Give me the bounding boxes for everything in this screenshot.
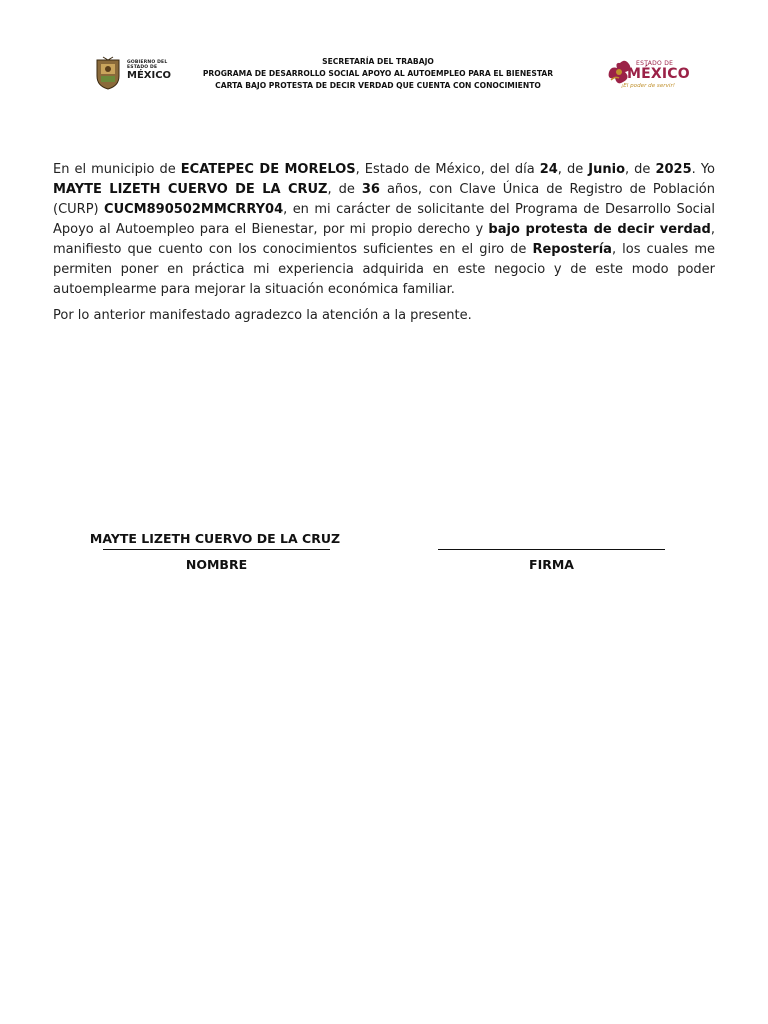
text-fragment: años, con Clave Única de Registro de Población (CURP) <box>53 182 715 217</box>
state-crest-icon <box>93 56 123 90</box>
name-line <box>103 549 330 550</box>
month-value: Junio <box>588 162 625 177</box>
header-line-carta: CARTA BAJO PROTESTA DE DECIR VERDAD QUE CUENTA CON CONOCIMIENTO <box>215 81 541 90</box>
signature-line <box>438 549 665 550</box>
municipio-value: ECATEPEC DE MORELOS <box>180 162 356 177</box>
header-titles <box>168 56 588 92</box>
right-logo-mexico: MÉXICO <box>627 66 690 82</box>
letter-body <box>53 160 715 326</box>
signature-label: FIRMA <box>529 557 574 572</box>
right-logo-estado: ESTADO DE <box>636 60 674 67</box>
text-fragment: , de <box>625 162 656 177</box>
curp-value: CUCM890502MMCRRY04 <box>104 202 284 217</box>
protesta-phrase: bajo protesta de decir verdad <box>488 222 711 237</box>
right-logo-slogan: ¡El poder de servir! <box>621 83 675 89</box>
name-label: NOMBRE <box>185 557 248 572</box>
document-header <box>53 52 716 96</box>
text-fragment: . Yo <box>691 162 715 177</box>
text-fragment: , Estado de México, del día <box>355 162 540 177</box>
letter-paragraph-1 <box>53 160 715 300</box>
age-value: 36 <box>361 182 380 197</box>
text-fragment: , manifiesto que cuento con los conocimientos suficientes en el giro de <box>53 222 715 257</box>
header-line-programa: PROGRAMA DE DESARROLLO SOCIAL APOYO AL AUTOEMPLEO PARA EL BIENESTAR <box>202 69 554 78</box>
text-fragment: , en mi carácter de solicitante del Programa de Desarrollo Social Apoyo al Autoempleo para el Bienestar, por mi propio derecho y <box>53 202 715 237</box>
left-logo-line2: ESTADO DE <box>127 64 158 70</box>
header-line-secretaria: SECRETARÍA DEL TRABAJO <box>322 57 434 66</box>
text-fragment: En el municipio de <box>53 162 181 177</box>
text-fragment: , de <box>327 182 362 197</box>
text-fragment: , de <box>557 162 589 177</box>
year-value: 2025 <box>655 162 692 177</box>
left-logo-line3: MÉXICO <box>127 70 172 81</box>
letter-paragraph-2: Por lo anterior manifestado agradezco la atención a la presente. <box>53 308 472 323</box>
gobierno-estado-mexico-logo <box>93 56 172 92</box>
text-fragment: , los cuales me permiten poner en práctica mi experiencia adquirida en este negocio y de este modo poder autoemplearme para mejorar la situación económica familiar. <box>53 242 716 297</box>
estado-de-mexico-logo <box>605 58 705 92</box>
applicant-name-value: MAYTE LIZETH CUERVO DE LA CRUZ <box>53 182 328 197</box>
left-logo-text <box>127 61 171 81</box>
day-value: 24 <box>539 162 558 177</box>
giro-value: Repostería <box>532 242 612 257</box>
signatory-name: MAYTE LIZETH CUERVO DE LA CRUZ <box>89 531 341 546</box>
left-logo-line1: GOBIERNO DEL <box>127 60 168 65</box>
